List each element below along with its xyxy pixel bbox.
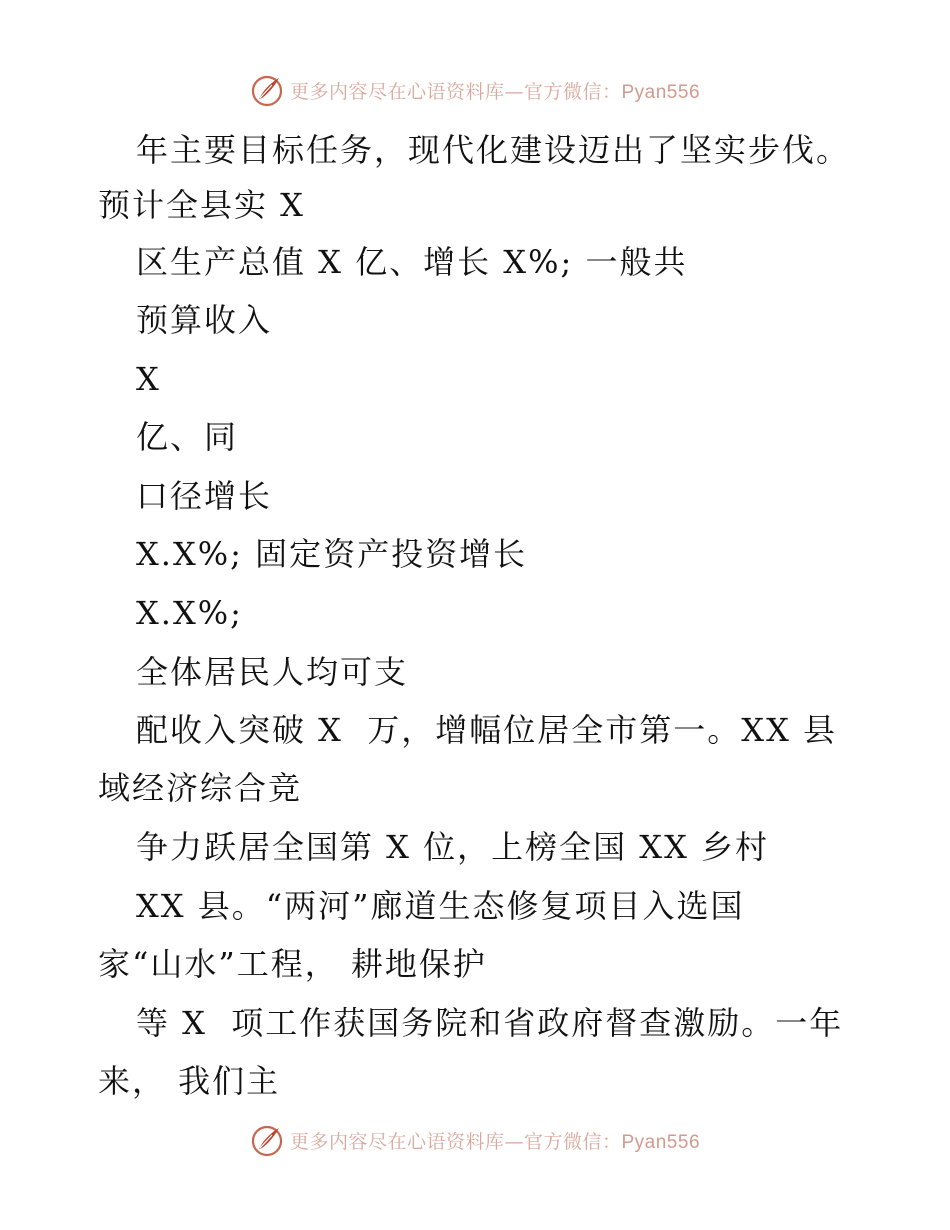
text-line: 区生产总值 X 亿、增长 X%; 一般共 bbox=[136, 243, 688, 281]
text-line: X.X%; bbox=[136, 594, 243, 632]
text-line: X bbox=[136, 360, 161, 398]
feather-logo-icon bbox=[250, 73, 284, 107]
text-line: 全体居民人均可支 bbox=[136, 653, 409, 691]
watermark-header bbox=[0, 70, 950, 110]
text-line: 口径增长 bbox=[136, 477, 273, 515]
feather-logo-icon bbox=[250, 1123, 284, 1157]
text-line: 域经济综合竞 bbox=[98, 769, 303, 807]
watermark-wechat-id: Pyan556 bbox=[621, 1131, 701, 1153]
text-line: 争力跃居全国第 X 位，上榜全国 XX 乡村 bbox=[136, 828, 770, 866]
text-line: 亿、同 bbox=[136, 418, 239, 456]
text-line: 预算收入 bbox=[136, 301, 273, 339]
text-line: XX 县。“两河”廊道生态修复项目入选国 bbox=[136, 887, 745, 925]
text-line: 配收入突破 X 万，增幅位居全市第一。XX 县 bbox=[136, 711, 838, 749]
watermark-text: 更多内容尽在心语资料库—官方微信：Pyan556 bbox=[289, 80, 701, 103]
watermark-wechat-id: Pyan556 bbox=[621, 81, 701, 103]
text-line: 年主要目标任务，现代化建设迈出了坚实步伐。 bbox=[136, 131, 851, 169]
watermark-footer bbox=[0, 1120, 950, 1160]
text-line: 预计全县实 X bbox=[98, 186, 305, 224]
text-line: X.X%; 固定资产投资增长 bbox=[136, 535, 528, 573]
text-line: 来， 我们主 bbox=[98, 1062, 281, 1100]
text-line: 等 X 项工作获国务院和省政府督查激励。一年 bbox=[136, 1004, 844, 1042]
watermark-text: 更多内容尽在心语资料库—官方微信：Pyan556 bbox=[289, 1130, 701, 1153]
text-line: 家“山水”工程， 耕地保护 bbox=[98, 945, 487, 983]
